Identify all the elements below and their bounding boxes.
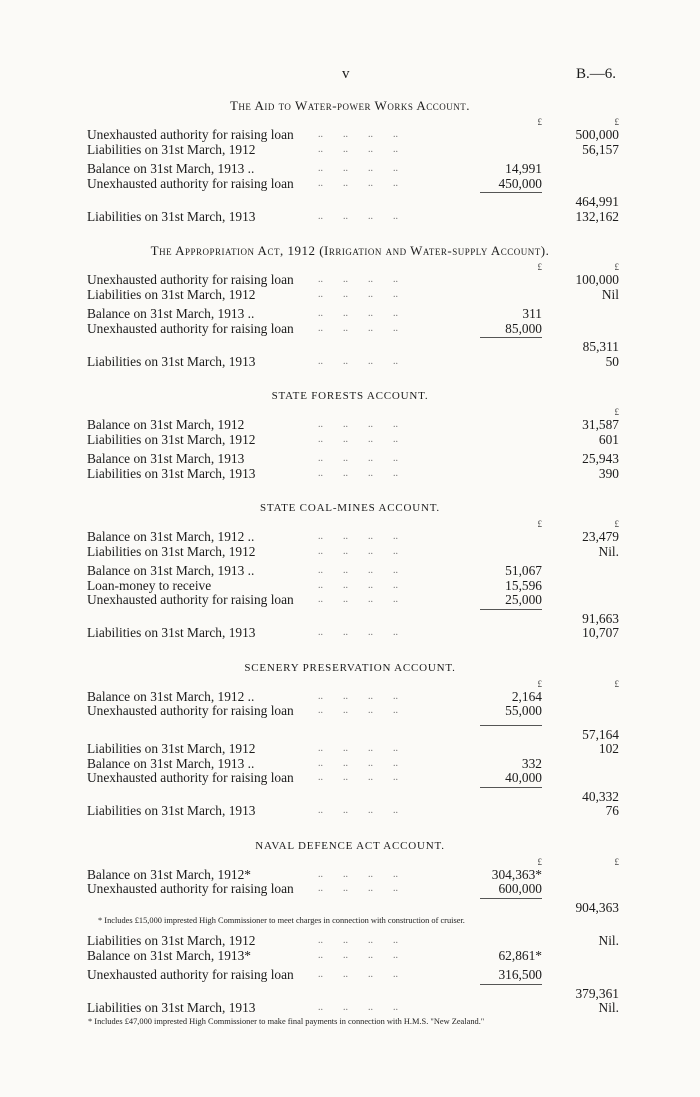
account-row bbox=[0, 690, 700, 705]
amount-col2: Nil. bbox=[598, 1000, 619, 1015]
amount-col2: 50 bbox=[605, 353, 619, 369]
section-title: STATE FORESTS ACCOUNT. bbox=[271, 390, 429, 402]
account-section bbox=[0, 95, 700, 224]
account-row bbox=[0, 901, 700, 916]
amount-col2: 31,587 bbox=[582, 417, 619, 432]
amount-col2: 132,162 bbox=[575, 208, 619, 224]
amount-col1: 62,861* bbox=[498, 947, 542, 963]
account-section bbox=[0, 835, 700, 1030]
row-label: Unexhausted authority for raising loan bbox=[87, 320, 294, 336]
account-row bbox=[0, 128, 700, 143]
amount-col1: 25,000 bbox=[505, 592, 542, 607]
footnote: * Includes £15,000 imprested High Commissioner to meet charges in connection with construction of cruiser. bbox=[98, 916, 465, 925]
account-row bbox=[0, 612, 700, 627]
section-gap bbox=[0, 224, 700, 240]
row-label: Unexhausted authority for raising loan bbox=[87, 592, 294, 607]
account-section bbox=[0, 497, 700, 641]
account-row bbox=[0, 433, 700, 448]
pound-sign: £ bbox=[614, 407, 619, 417]
row-label: Liabilities on 31st March, 1913 bbox=[87, 465, 256, 481]
account-row bbox=[0, 987, 700, 1002]
leader-dots: .. .. .. .. bbox=[318, 705, 398, 716]
account-row bbox=[0, 418, 700, 433]
row-label: Liabilities on 31st March, 1913 bbox=[87, 208, 256, 224]
leader-dots: .. .. .. .. bbox=[318, 143, 398, 155]
section-title: The Aid to Water-power Works Account. bbox=[229, 98, 471, 113]
page-header bbox=[0, 66, 700, 86]
leader-dots: .. .. .. .. bbox=[318, 772, 398, 783]
row-label: Balance on 31st March, 1913 .. bbox=[87, 755, 255, 771]
leader-dots: .. .. .. .. bbox=[318, 210, 398, 222]
row-label: Unexhausted authority for raising loan bbox=[87, 881, 294, 896]
accounts-content bbox=[0, 95, 700, 1030]
leader-dots: .. .. .. .. bbox=[318, 1002, 398, 1013]
account-section bbox=[0, 240, 700, 369]
amount-col2: 464,991 bbox=[575, 194, 619, 209]
account-row bbox=[0, 162, 700, 177]
section-gap bbox=[0, 369, 700, 385]
amount-col1: 450,000 bbox=[498, 175, 542, 191]
amount-col2: 91,663 bbox=[582, 610, 619, 626]
leader-dots: .. .. .. .. bbox=[318, 757, 398, 769]
section-title: NAVAL DEFENCE ACT ACCOUNT. bbox=[255, 839, 445, 852]
leader-dots: .. .. .. .. bbox=[318, 565, 398, 576]
footnote: * Includes £47,000 imprested High Commissioner to make final payments in connection with H.M.S. "New Zealand." bbox=[88, 1016, 485, 1026]
leader-dots: .. .. .. .. bbox=[318, 322, 398, 334]
leader-dots: .. .. .. .. bbox=[318, 969, 398, 980]
pound-sign: £ bbox=[614, 678, 619, 689]
leader-dots: .. .. .. .. bbox=[318, 579, 398, 591]
leader-dots: .. .. .. .. bbox=[318, 531, 398, 542]
account-section bbox=[0, 657, 700, 819]
account-row bbox=[0, 307, 700, 322]
account-row bbox=[0, 355, 700, 370]
section-gap bbox=[0, 481, 700, 497]
amount-col1: 600,000 bbox=[498, 881, 542, 896]
row-label: Balance on 31st March, 1913 bbox=[87, 451, 245, 466]
rule-line bbox=[480, 787, 542, 788]
pound-sign: £ bbox=[614, 117, 619, 127]
amount-col2: 76 bbox=[605, 803, 619, 818]
account-row bbox=[0, 804, 700, 819]
amount-col2: 56,157 bbox=[582, 141, 619, 157]
leader-dots: .. .. .. .. bbox=[318, 868, 398, 880]
amount-col2: Nil. bbox=[598, 933, 619, 948]
leader-dots: .. .. .. .. bbox=[318, 883, 398, 894]
leader-dots: .. .. .. .. bbox=[318, 129, 398, 140]
row-label: Unexhausted authority for raising loan bbox=[87, 272, 294, 287]
amount-col1: 85,000 bbox=[505, 320, 542, 336]
amount-col1: 311 bbox=[522, 306, 542, 321]
leader-dots: .. .. .. .. bbox=[318, 419, 398, 430]
section-title: The Appropriation Act, 1912 (Irrigation and Water-supply Account). bbox=[150, 243, 550, 258]
row-label: Balance on 31st March, 1913 .. bbox=[87, 161, 255, 176]
leader-dots: .. .. .. .. bbox=[318, 453, 398, 464]
rule-line bbox=[480, 898, 542, 899]
account-row bbox=[0, 771, 700, 786]
leader-dots: .. .. .. .. bbox=[318, 949, 398, 961]
account-row bbox=[0, 882, 700, 897]
account-section bbox=[0, 385, 700, 481]
account-row bbox=[0, 210, 700, 225]
amount-col1: 316,500 bbox=[498, 967, 542, 982]
amount-col2: 23,479 bbox=[582, 529, 619, 544]
row-label: Liabilities on 31st March, 1912 bbox=[87, 543, 256, 559]
pound-sign-row bbox=[0, 679, 700, 690]
amount-col2: 904,363 bbox=[575, 899, 619, 915]
account-row bbox=[0, 1001, 700, 1016]
amount-col2: 100,000 bbox=[575, 272, 619, 287]
account-row bbox=[0, 340, 700, 355]
row-label: Unexhausted authority for raising loan bbox=[87, 770, 294, 785]
rule-line bbox=[480, 984, 542, 985]
leader-dots: .. .. .. .. bbox=[318, 355, 398, 367]
amount-col1: 2,164 bbox=[511, 688, 542, 704]
row-label: Balance on 31st March, 1912* bbox=[87, 866, 251, 882]
leader-dots: .. .. .. .. bbox=[318, 288, 398, 300]
row-label: Unexhausted authority for raising loan bbox=[87, 175, 294, 191]
document-reference: B.—6. bbox=[576, 66, 617, 82]
account-row bbox=[0, 564, 700, 579]
account-row bbox=[0, 288, 700, 303]
account-row bbox=[0, 177, 700, 192]
row-label: Liabilities on 31st March, 1913 bbox=[87, 625, 256, 640]
amount-col2: 102 bbox=[598, 741, 619, 756]
page-number: v bbox=[342, 66, 350, 82]
row-label: Unexhausted authority for raising loan bbox=[87, 703, 294, 718]
row-label: Balance on 31st March, 1913* bbox=[87, 947, 251, 963]
amount-col2: 10,707 bbox=[582, 625, 619, 640]
leader-dots: .. .. .. .. bbox=[318, 274, 398, 285]
pound-sign: £ bbox=[614, 262, 619, 272]
section-gap bbox=[0, 819, 700, 835]
row-label: Liabilities on 31st March, 1912 bbox=[87, 141, 256, 157]
pound-sign: £ bbox=[614, 856, 619, 867]
row-label: Liabilities on 31st March, 1912 bbox=[87, 431, 256, 447]
amount-col2: Nil. bbox=[598, 543, 619, 559]
account-row bbox=[0, 728, 700, 743]
amount-col2: Nil bbox=[601, 286, 619, 302]
amount-col2: 85,311 bbox=[582, 339, 619, 354]
amount-col2: 601 bbox=[598, 431, 619, 447]
leader-dots: .. .. .. .. bbox=[318, 594, 398, 605]
amount-col2: 57,164 bbox=[582, 726, 619, 742]
account-row bbox=[0, 593, 700, 608]
account-row bbox=[0, 626, 700, 641]
leader-dots: .. .. .. .. bbox=[318, 545, 398, 557]
amount-col1: 15,596 bbox=[505, 577, 542, 593]
account-row bbox=[0, 195, 700, 210]
row-label: Liabilities on 31st March, 1913 bbox=[87, 353, 256, 369]
amount-col2: 390 bbox=[598, 465, 619, 481]
row-label: Liabilities on 31st March, 1912 bbox=[87, 933, 256, 948]
leader-dots: .. .. .. .. bbox=[318, 805, 398, 816]
pound-sign: £ bbox=[537, 262, 542, 272]
rule-line bbox=[480, 337, 542, 338]
account-row bbox=[0, 704, 700, 719]
amount-col2: 500,000 bbox=[575, 127, 619, 142]
account-row bbox=[0, 545, 700, 560]
row-label: Liabilities on 31st March, 1912 bbox=[87, 286, 256, 302]
leader-dots: .. .. .. .. bbox=[318, 177, 398, 189]
account-row bbox=[0, 968, 700, 983]
section-title: STATE COAL-MINES ACCOUNT. bbox=[260, 502, 440, 514]
row-label: Unexhausted authority for raising loan bbox=[87, 127, 294, 142]
amount-col2: 40,332 bbox=[582, 788, 619, 804]
amount-col2: 379,361 bbox=[575, 985, 619, 1001]
account-row bbox=[0, 579, 700, 594]
amount-col1: 304,363* bbox=[491, 866, 542, 882]
row-label: Liabilities on 31st March, 1912 bbox=[87, 741, 256, 756]
row-label: Balance on 31st March, 1913 .. bbox=[87, 563, 255, 578]
leader-dots: .. .. .. .. bbox=[318, 308, 398, 319]
account-row bbox=[0, 467, 700, 482]
pound-sign: £ bbox=[537, 117, 542, 127]
section-title: SCENERY PRESERVATION ACCOUNT. bbox=[244, 661, 456, 674]
account-row bbox=[0, 452, 700, 467]
row-label: Liabilities on 31st March, 1913 bbox=[87, 803, 256, 818]
row-label: Balance on 31st March, 1912 .. bbox=[87, 688, 255, 704]
account-row bbox=[0, 949, 700, 964]
pound-sign-row bbox=[0, 857, 700, 868]
leader-dots: .. .. .. .. bbox=[318, 467, 398, 479]
row-label: Unexhausted authority for raising loan bbox=[87, 967, 294, 982]
row-label: Balance on 31st March, 1912 bbox=[87, 417, 245, 432]
leader-dots: .. .. .. .. bbox=[318, 163, 398, 174]
rule-line bbox=[480, 725, 542, 726]
row-label: Liabilities on 31st March, 1913 bbox=[87, 1000, 256, 1015]
account-row bbox=[0, 790, 700, 805]
amount-col1: 51,067 bbox=[505, 563, 542, 578]
amount-col1: 14,991 bbox=[505, 161, 542, 176]
leader-dots: .. .. .. .. bbox=[318, 743, 398, 754]
pound-sign: £ bbox=[537, 678, 542, 689]
amount-col1: 55,000 bbox=[505, 703, 542, 718]
account-row bbox=[0, 757, 700, 772]
rule-line bbox=[480, 192, 542, 193]
leader-dots: .. .. .. .. bbox=[318, 627, 398, 638]
pound-sign: £ bbox=[614, 519, 619, 529]
leader-dots: .. .. .. .. bbox=[318, 935, 398, 946]
row-label: Balance on 31st March, 1912 .. bbox=[87, 529, 255, 544]
rule-line bbox=[480, 609, 542, 610]
row-label: Loan-money to receive bbox=[87, 577, 212, 593]
section-gap bbox=[0, 641, 700, 657]
account-row bbox=[0, 530, 700, 545]
account-row bbox=[0, 322, 700, 337]
leader-dots: .. .. .. .. bbox=[318, 690, 398, 702]
account-row bbox=[0, 742, 700, 757]
amount-col2: 25,943 bbox=[582, 451, 619, 466]
leader-dots: .. .. .. .. bbox=[318, 433, 398, 445]
amount-col1: 332 bbox=[521, 755, 542, 771]
account-row bbox=[0, 273, 700, 288]
account-row bbox=[0, 934, 700, 949]
account-row bbox=[0, 143, 700, 158]
account-row bbox=[0, 868, 700, 883]
pound-sign: £ bbox=[537, 519, 542, 529]
amount-col1: 40,000 bbox=[505, 770, 542, 785]
row-label: Balance on 31st March, 1913 .. bbox=[87, 306, 255, 321]
pound-sign: £ bbox=[537, 856, 542, 867]
